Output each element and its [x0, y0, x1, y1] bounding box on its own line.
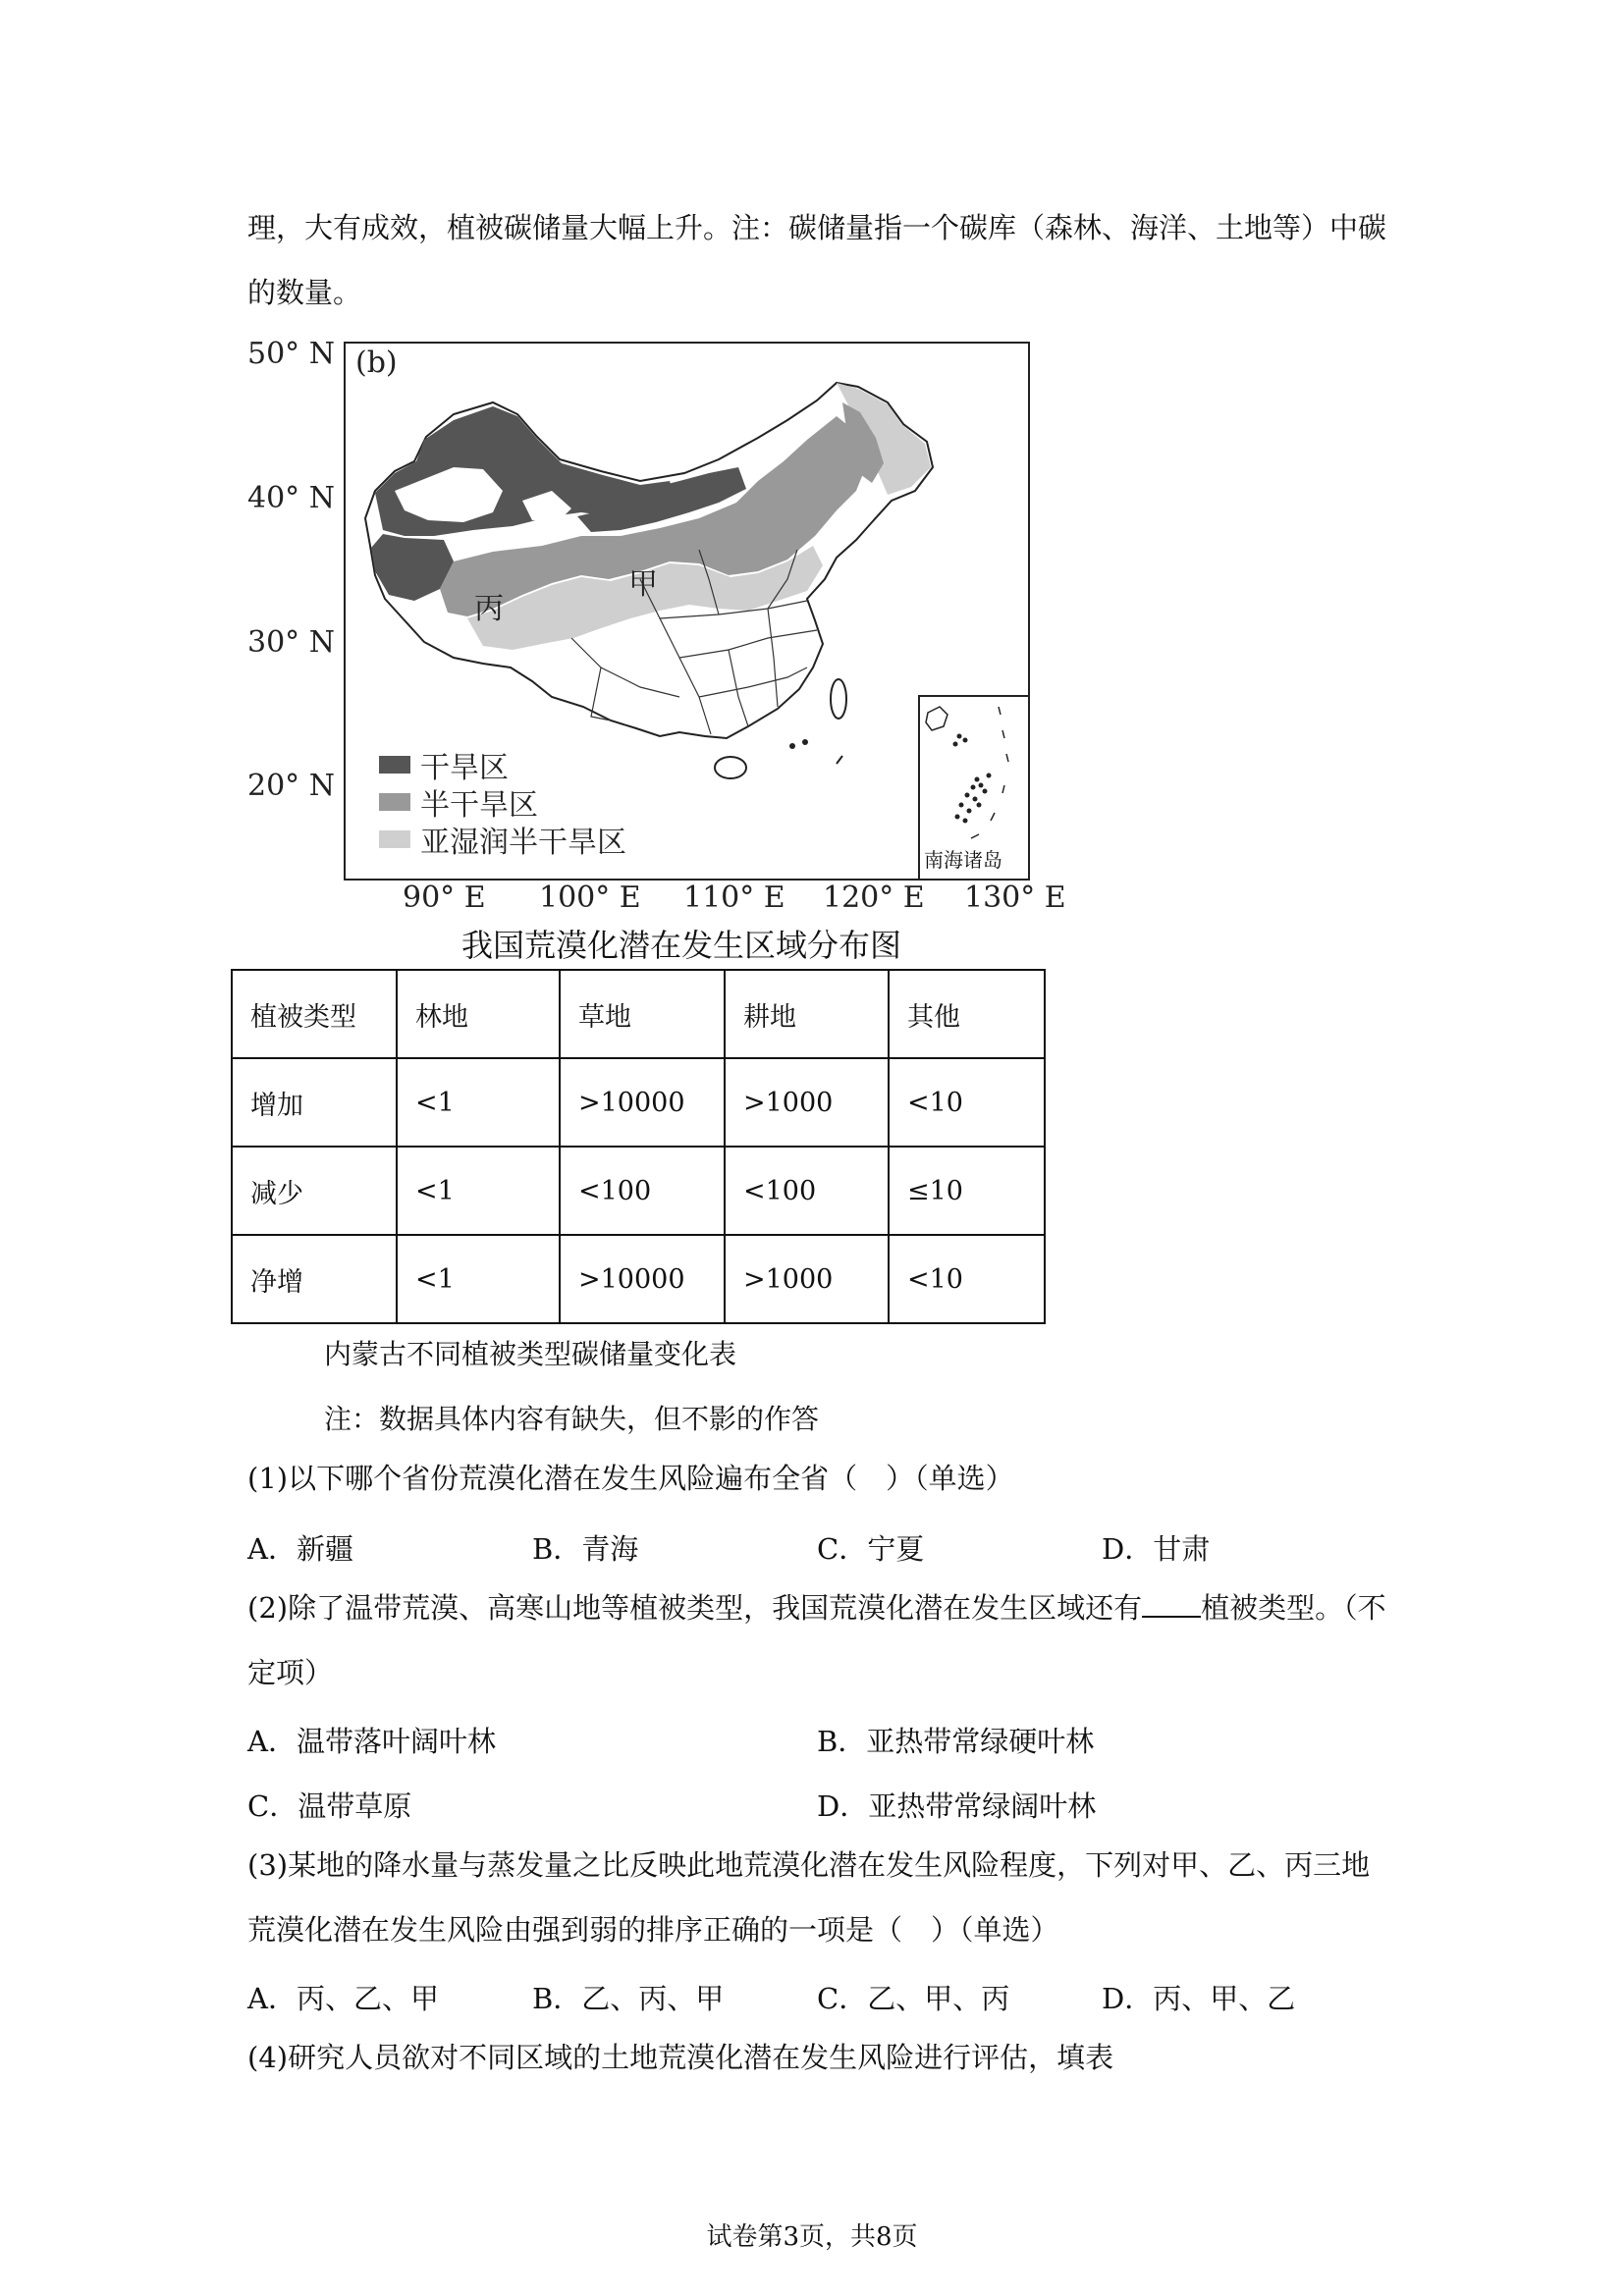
legend-item-dry: [379, 746, 626, 783]
question-3-stem-line-1: (3)某地的降水量与蒸发量之比反映此地荒漠化潜在发生风险程度，下列对甲、乙、丙三地: [247, 1848, 1371, 1882]
question-2-stem: [247, 1592, 1386, 1624]
question-2-stem-line-2: 定项）: [247, 1656, 334, 1689]
question-4-stem: (4)研究人员欲对不同区域的土地荒漠化潜在发生风险进行评估，填表: [247, 2041, 1114, 2074]
table-header-cell: 其他: [889, 970, 1045, 1058]
hainan-island: [715, 757, 746, 778]
q2-stem-before: (2)除了温带荒漠、高寒山地等植被类型，我国荒漠化潜在发生区域还有: [247, 1591, 1143, 1625]
legend-swatch-sub-humid: [379, 830, 410, 848]
q2-option-d[interactable]: D．亚热带常绿阔叶林: [817, 1789, 1097, 1823]
table-cell: <10: [889, 1235, 1045, 1323]
table-header-cell: 植被类型: [232, 970, 397, 1058]
legend-label-dry: 干旱区: [420, 751, 509, 785]
carbon-storage-table: [231, 969, 1046, 1324]
map-caption: 我国荒漠化潜在发生区域分布图: [461, 927, 902, 964]
q2-stem-after: 植被类型。（不: [1201, 1591, 1386, 1625]
table-header-cell: 林地: [397, 970, 560, 1058]
table-cell: <1: [397, 1058, 560, 1147]
table-cell: >1000: [725, 1058, 889, 1147]
lat-label-30: 30° N: [247, 625, 335, 660]
question-3-stem-line-2: 荒漠化潜在发生风险由强到弱的排序正确的一项是（ ）（单选）: [247, 1913, 1059, 1947]
table-cell: <1: [397, 1147, 560, 1235]
table-cell: <100: [560, 1147, 725, 1235]
table-cell: <1: [397, 1235, 560, 1323]
lon-label-100: 100° E: [539, 881, 641, 915]
q2-answer-blank[interactable]: [1142, 1592, 1201, 1618]
taiwan-island: [831, 679, 846, 719]
table-row: [232, 1235, 1045, 1323]
inset-map: [920, 697, 1028, 844]
legend-swatch-dry: [379, 756, 410, 774]
map-legend: [379, 746, 626, 858]
intro-line-2: 的数量。: [247, 276, 362, 309]
table-cell: <10: [889, 1058, 1045, 1147]
table-cell: >10000: [560, 1058, 725, 1147]
table-cell: 减少: [232, 1147, 397, 1235]
map-panel-label: (b): [355, 346, 398, 380]
lon-label-120: 120° E: [823, 881, 925, 915]
table-cell: <100: [725, 1147, 889, 1235]
q3-option-d[interactable]: D．丙、甲、乙: [1102, 1982, 1296, 2015]
q2-option-b[interactable]: B．亚热带常绿硬叶林: [817, 1725, 1095, 1758]
legend-label-semi-arid: 半干旱区: [420, 788, 538, 823]
legend-label-sub-humid: 亚湿润半干旱区: [420, 826, 626, 860]
lon-label-90: 90° E: [403, 881, 486, 915]
legend-item-sub-humid: [379, 821, 626, 858]
lat-label-40: 40° N: [247, 481, 335, 515]
legend-item-semi-arid: [379, 783, 626, 821]
q1-option-b[interactable]: B．青海: [532, 1532, 639, 1566]
table-cell: >1000: [725, 1235, 889, 1323]
place-label-bing: 丙: [474, 592, 504, 626]
table-cell: >10000: [560, 1235, 725, 1323]
q3-option-a[interactable]: A．丙、乙、甲: [247, 1982, 439, 2015]
q2-option-a[interactable]: A．温带落叶阔叶林: [247, 1725, 496, 1758]
table-row: [232, 1058, 1045, 1147]
table-row: [232, 1147, 1045, 1235]
lon-label-130: 130° E: [964, 881, 1066, 915]
table-header-cell: 耕地: [725, 970, 889, 1058]
table-cell: ≤10: [889, 1147, 1045, 1235]
question-1-stem: (1)以下哪个省份荒漠化潜在发生风险遍布全省（ ）（单选）: [247, 1462, 1014, 1495]
place-label-jia: 甲: [628, 567, 658, 602]
q1-option-d[interactable]: D．甘肃: [1102, 1532, 1211, 1566]
lat-label-20: 20° N: [247, 769, 335, 803]
q2-option-c[interactable]: C．温带草原: [247, 1789, 412, 1823]
table-header-row: [232, 970, 1045, 1058]
table-cell: 增加: [232, 1058, 397, 1147]
lat-label-50: 50° N: [247, 337, 335, 371]
table-caption: 内蒙古不同植被类型碳储量变化表: [324, 1338, 737, 1370]
intro-line-1: 理，大有成效，植被碳储量大幅上升。注：碳储量指一个碳库（森林、海洋、土地等）中碳: [247, 211, 1387, 244]
q3-option-b[interactable]: B．乙、丙、甲: [532, 1982, 725, 2015]
q3-option-c[interactable]: C．乙、甲、丙: [817, 1982, 1010, 2015]
inset-label: 南海诸岛: [924, 848, 1002, 872]
table-cell: 净增: [232, 1235, 397, 1323]
table-header-cell: 草地: [560, 970, 725, 1058]
page-footer: 试卷第3页，共8页: [706, 2222, 918, 2252]
legend-swatch-semi-arid: [379, 793, 410, 811]
q1-option-a[interactable]: A．新疆: [247, 1532, 353, 1566]
lon-label-110: 110° E: [683, 881, 785, 915]
south-china-sea-inset: [918, 695, 1030, 881]
q1-option-c[interactable]: C．宁夏: [817, 1532, 925, 1566]
table-note: 注：数据具体内容有缺失，但不影的作答: [324, 1403, 820, 1435]
